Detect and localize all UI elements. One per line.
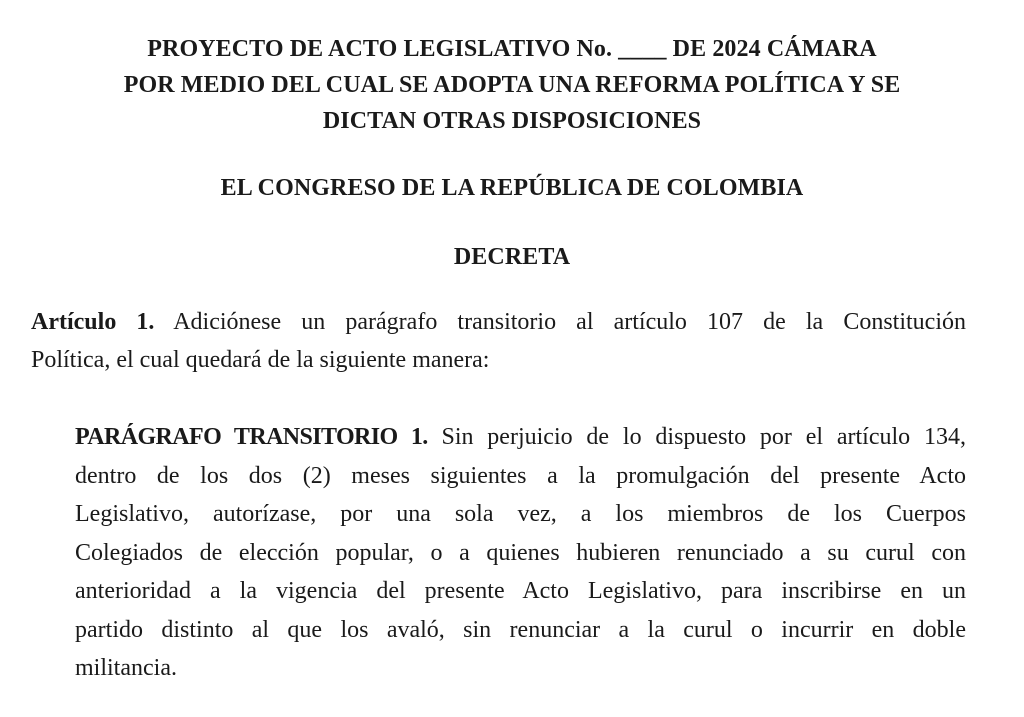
transitional-paragraph — [75, 418, 966, 688]
title-line-2: POR MEDIO DEL CUAL SE ADOPTA UNA REFORMA POLÍTICA Y SE — [123, 72, 901, 98]
paragraph-line-1 — [75, 418, 966, 457]
paragraph-line-6: partido distinto al que los avaló, sin renunciar a la curul o incurrir en doble — [75, 616, 966, 643]
title-line-3: DICTAN OTRAS DISPOSICIONES — [322, 108, 702, 134]
paragraph-line-1-text: Sin perjuicio de lo dispuesto por el artículo 134, — [427, 424, 966, 450]
document-title — [40, 31, 984, 139]
issuer-heading: EL CONGRESO DE LA REPÚBLICA DE COLOMBIA — [220, 175, 804, 201]
paragraph-line-7: militancia. — [75, 655, 177, 681]
decree-heading: DECRETA — [453, 244, 571, 270]
article-line-2: Política, el cual quedará de la siguiente manera: — [31, 347, 490, 373]
article-line-1 — [31, 303, 966, 341]
paragraph-label: PARÁGRAFO TRANSITORIO 1. — [75, 424, 428, 450]
paragraph-line-5: anterioridad a la vigencia del presente Acto Legislativo, para inscribirse en un — [75, 578, 966, 604]
title-line-1: PROYECTO DE ACTO LEGISLATIVO No. ____ DE 2024 CÁMARA — [147, 36, 877, 62]
paragraph-line-4: Colegiados de elección popular, o a quienes hubieren renunciado a su curul con — [75, 539, 966, 566]
article-label: Artículo 1. — [31, 309, 155, 335]
article-1 — [31, 303, 966, 379]
paragraph-line-2: dentro de los dos (2) meses siguientes a la promulgación del presente Acto — [75, 462, 966, 489]
paragraph-line-3: Legislativo, autorízase, por una sola vez, a los miembros de los Cuerpos — [75, 501, 966, 527]
article-line-1-text: Adiciónese un parágrafo transitorio al artículo 107 de la Constitución — [154, 309, 966, 335]
